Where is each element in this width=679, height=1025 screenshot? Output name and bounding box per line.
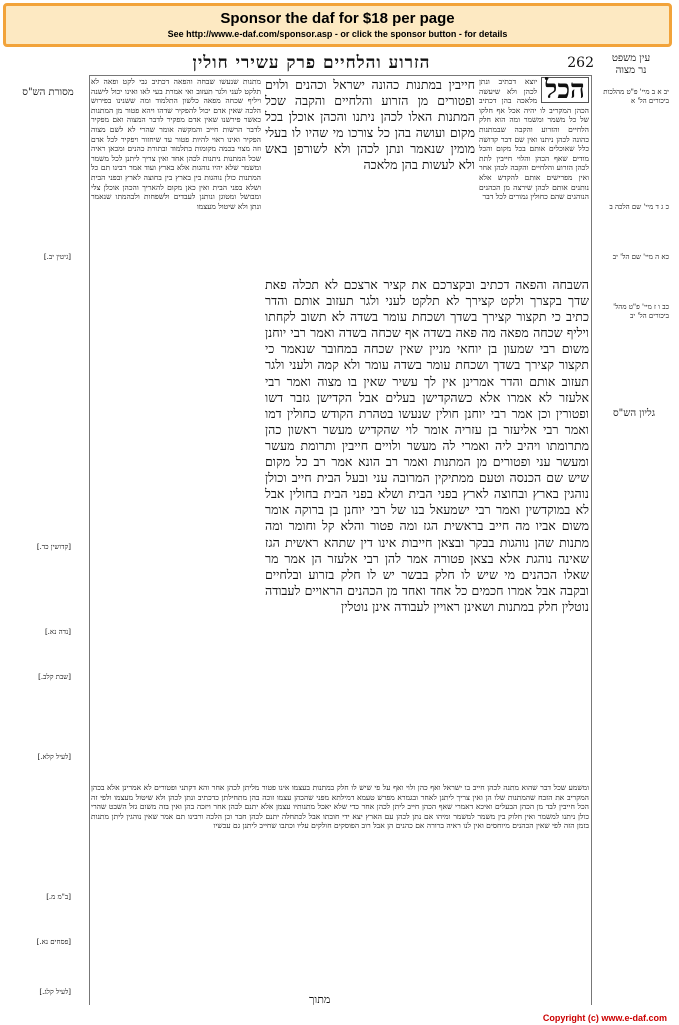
mishnah-block	[265, 77, 475, 273]
page-header	[89, 53, 594, 75]
page-number: 262	[567, 55, 594, 71]
mesorat-column	[9, 53, 87, 99]
tosafot-text: מתנות שנעשו שבחה והפאה דכתיב גבי לקט ופאה לא תלקט לעני ולגר תעזוב ואי אמרת בעי לאו ואינו יכול לישנה ויליף שכחה מפאה כלשון התלמוד ומה ששנינו בפירוש הלכה שאין אדם יכול להפקיר שדהו ויהא פטור מן המתנות כאשר פירשנו שאין אדם מפקיר לדבר המצוה ואם מפקיר לדבר הרשות חייב והמקשה אומר שהרי לא לשם מצוה הפקיר ואינו ראוי להיות פטור עד שיחזור ויפקיר לכל אדם וזה מצוי בכמה מקומות בתלמוד ובתורת כהנים ומכאן ראיה שכל המתנות ניתנות לכהן אחד ואין צריך ליתנן לכל משמר ומשמר שלא יהיו נוהגות אלא בארץ ועוד אמר רבינו תם כל המתנות כולן נוהגות בין בארץ בין בחוצה לארץ ובפני הבית ושלא בפני הבית ואין כאן מקום להאריך והכהן אוכלן צלי ומבושל ומטוגן ונותנן לעבדים ולשפחות ולבהמתו שנאמר ונתן ולא שיטול מעצמו	[91, 77, 261, 211]
mesorat-note: [קדושין כד.]	[36, 543, 71, 551]
mesorat-note: [שבת קלב.]	[38, 673, 71, 681]
rashi-text: יוצא דכתיב ונתן לכהן ולא שיעשה מלאכה בהן דכתיב הכהן המקריב לו יהיה אכל אף חלקו של כל משמר ומשמר ומה הוא חלק הלחיים והזרוע והקבה שבמתנות כהונה לכהן ניתנו ואין שם דבר קדושה כלל שאוכלים אותם בכל מקום והכל מודים שאף הכהן והלוי חייבין לתת לכהן הזרוע והלחיים והקבה לכהן אחר ואין מפרישים אותם להקדש אלא נותנים אותם לכהן שירצה מן הכהנים הנוהגים שהם כחולין גמורים לכל דבר	[479, 77, 589, 202]
ein-mishpat-note: כא ה מיי' שם הל' יב	[612, 253, 669, 261]
catchword: מתוך	[309, 993, 331, 1006]
running-title: הזרוע והלחיים פרק עשירי חולין	[192, 53, 431, 73]
tosafot-commentary	[91, 77, 261, 777]
mesorat-title: מסורת הש"ס	[22, 87, 74, 98]
ein-mishpat-title: עין משפט נר מצוה	[611, 53, 651, 76]
gilyon-title: גליון הש"ס	[612, 408, 655, 419]
header-rule	[89, 75, 591, 76]
copyright-notice[interactable]: Copyright (c) www.e-daf.com	[542, 1013, 667, 1023]
sponsor-title[interactable]: Sponsor the daf for $18 per page	[220, 10, 455, 27]
ein-mishpat-column	[591, 53, 671, 77]
column-divider	[591, 75, 592, 1005]
sponsor-subtitle[interactable]: See http://www.e-daf.com/sponsor.asp - or click the sponsor button - for details	[167, 29, 508, 39]
mesorat-note: [נדה נא.]	[44, 628, 71, 636]
sponsor-banner[interactable]	[3, 3, 672, 47]
mesorat-note: [ב"מ מ.]	[46, 893, 71, 901]
column-divider	[89, 75, 90, 1005]
bottom-commentary	[91, 783, 589, 1005]
mesorat-note: [לעיל קלא.]	[37, 753, 71, 761]
mishnah-open-word: הכל	[541, 77, 589, 103]
mesorat-note: [לעיל קלג.]	[39, 988, 71, 996]
bottom-commentary-text: ומשמע שכל דבר שהוא מתנה לכהן חייב בו ישראל ואף כהן ולוי ואף על פי שיש לו חלק במתנות בעצמו אינו פטור מליתן לכהן אחר והא דקתני ופטורים לא אמרינן אלא בכהן המקריב את הזבח שהמתנות שלו הן ואין צריך ליתנן לאחר ובגמרא מפרש טעמא דמילתא מפני שהכהן עצמו זוכה בהן מתחילתן כדכתיב ונתן לכהן ולא שיטול מעצמו ולפי זה הכל חייבין לבד מן הכהן הבעלים ואיכא דאמרי שאף הכהן חייב ליתן לכהן אחר כדי שלא יאכל מתנותיו עצמן אלא יתנם לכהן אחר ויזכה בהן ואין בזה משום גזל השבט שהרי כולן ניתנו למשמר ואין חלוק בין משמר למשמר ומיהו אם נתן לכהן עם הארץ יצא ידי חובתו אבל לכתחלה יתנם לכהן חבר וכן הלכה ורבינו תם אמר שאין נוהגין ליתן מתנות בזמן הזה לפי שאין הכהנים מיוחסים ואין לנו ראיה ברורה אם כהנים הן אבל רוב הפוסקים חולקים עליו וכתבו שחייב ליתנן גם עכשיו	[91, 783, 589, 831]
ein-mishpat-note: כ ג ד מיי' שם הלכה ב	[609, 203, 669, 211]
mesorat-note: [גיטין יב.]	[43, 253, 71, 261]
rashi-commentary	[479, 77, 589, 273]
ein-mishpat-note: יב א ב מיי' פ"ט מהלכות ביכורים הל' א	[603, 88, 669, 105]
mishnah-text: חייבין במתנות כהונה ישראל וכהנים ולוים ופטורים מן הזרוע והלחיים והקבה שכל המתנות האלו לכהן ניתנו והכהן אוכלן בכל מקום ועושה בהן כל צורכו מי שהיו לו בעלי מומין שנאמר ונתן לכהן ולא לשורפן באש ולא לעשות בהן מלאכה	[265, 77, 475, 173]
mesorat-note: [פסחים נא.]	[36, 938, 71, 946]
ein-mishpat-note: כב ו ז מיי' פ"ט מהל' ביכורים הל' יב	[613, 303, 669, 320]
gemara-text: השבחה והפאה דכתיב ובקצרכם את קציר ארצכם לא תכלה פאת שדך בקצרך ולקט קצירך לא תלקט לעני ולגר תעזוב אותם והדר כתיב כי תקצור קצירך בשדך ושכחת עומר בשדה לא תשוב לקחתו ויליף שכחה מפאה מה פאה בשדה אף שכחה בשדה ואמר רבי יוחנן משום רבי שמעון בן יוחאי מניין שאין שכחה במחובר שנאמר כי תקצור קצירך בשדך ושכחת עומר בשדה עומר ולא קמה ולעני ולגר תעזוב אותם והדר אמרינן אין לך עשיר שאין בו מצוה ואמר רבי אלעזר לא אמרו אלא כשהקדישן בעלים אבל הקדישן גזבר דשו ופטורין וכן אמר רבי יוחנן חולין שנעשו בטהרת הקודש כחולין דמו ואמר רבי אליעזר בן עזריה אומר לוי שהקדיש מעשר ראשון כהן מתרומתו ויהיב ליה ואמרי לה מעשר ולויים חייבין ותרומת מעשר ומעשר עני ופטורים מן המתנות ואמר רב הונא אמר רב כל מקום שיש שם הכנסה וטעם ממתיקין המרובה עני ובעל הבית חייב וכולן נוהגין בארץ ובחוצה לארץ בפני הבית ושלא בפני הבית בחולין אבל לא במוקדשין ואמר רבי ישמעאל בנו של רבי יוחנן בן ברוקה אומר משום אביו מה חייב בראשית הגז ומה פטור והלא קל וחומר ומה מתנות שהן נוהגות בבקר ובצאן חייבות אינו דין שתהא ראשית הגז שאינה נוהגת אלא בצאן פטורה אמר להן רבי אלעזר הן אמר מר שאלו הכהנים מי שיש לו חלק בבשר יש לו חלק בזרוע ובלחיים ובקבה אבל אמרו חכמים כל אחד ואחד מן הכהנים הראויים לעבודה נוטלין חלק במתנות ושאינן ראויין לעבודה אינן נוטלין	[265, 277, 589, 614]
gemara-block	[265, 277, 589, 777]
talmud-page	[9, 53, 671, 1011]
